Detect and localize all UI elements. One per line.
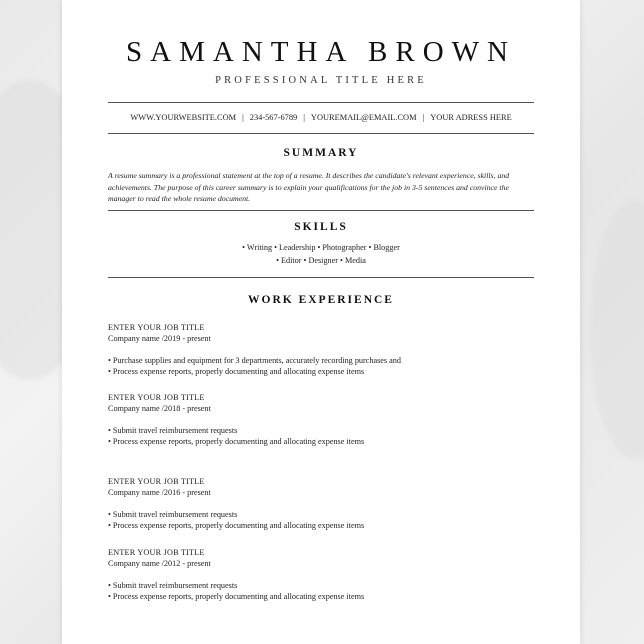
job-company: Company name /2018 - present [108, 404, 211, 413]
contact-email[interactable]: YOUREMAIL@EMAIL.COM [310, 113, 417, 122]
job-entry [108, 393, 534, 447]
job-bullets [108, 425, 534, 447]
job-bullet: • Submit travel reimbursement requests [108, 580, 534, 591]
professional-title: PROFESSIONAL TITLE HERE [215, 75, 427, 86]
separator: | [422, 113, 425, 122]
divider [108, 133, 534, 134]
summary-text: A resume summary is a professional statement at the top of a resume. It describes the candidate's relevant experience, skills, and achievements. The purpose of this career summary is to explain your qualifications for the job in 3-5 sentences and convince the manager to read the whole resume document. [108, 171, 510, 203]
resume-page [62, 0, 580, 644]
job-title: ENTER YOUR JOB TITLE [108, 548, 205, 557]
resume-name: SAMANTHA BROWN [126, 36, 516, 68]
skills-line: • Writing • Leadership • Photographer • Blogger [242, 243, 400, 252]
contact-address: YOUR ADRESS HERE [430, 113, 512, 122]
job-title: ENTER YOUR JOB TITLE [108, 323, 205, 332]
job-bullet: • Process expense reports, properly documenting and allocating expense items [108, 520, 534, 531]
contact-phone: 234-567-6789 [249, 113, 298, 122]
divider [108, 210, 534, 211]
job-bullet: • Process expense reports, properly documenting and allocating expense items [108, 436, 534, 447]
summary-heading: SUMMARY [283, 147, 359, 159]
job-title: ENTER YOUR JOB TITLE [108, 393, 205, 402]
job-entry [108, 323, 534, 377]
job-bullet: • Purchase supplies and equipment for 3 departments, accurately recording purchases and [108, 355, 534, 366]
job-bullet: • Submit travel reimbursement requests [108, 509, 534, 520]
job-bullets [108, 580, 534, 602]
job-bullets [108, 509, 534, 531]
job-entry [108, 477, 534, 531]
job-company: Company name /2019 - present [108, 334, 211, 343]
job-bullet: • Submit travel reimbursement requests [108, 425, 534, 436]
job-bullets [108, 355, 534, 377]
separator: | [242, 113, 244, 122]
contact-website[interactable]: WWW.YOURWEBSITE.COM [130, 113, 237, 122]
job-bullet: • Process expense reports, properly documenting and allocating expense items [108, 366, 534, 377]
divider [108, 102, 534, 103]
job-bullet: • Process expense reports, properly documenting and allocating expense items [108, 591, 534, 602]
skills-line: • Editor • Designer • Media [276, 256, 366, 265]
job-entry [108, 548, 534, 602]
separator: | [303, 113, 305, 122]
skills-heading: SKILLS [294, 221, 348, 233]
background-vein [590, 200, 644, 460]
contact-line [108, 113, 534, 122]
divider [108, 277, 534, 278]
job-company: Company name /2012 - present [108, 559, 211, 568]
job-company: Company name /2016 - present [108, 488, 211, 497]
job-title: ENTER YOUR JOB TITLE [108, 477, 205, 486]
work-experience-heading: WORK EXPERIENCE [248, 294, 394, 306]
